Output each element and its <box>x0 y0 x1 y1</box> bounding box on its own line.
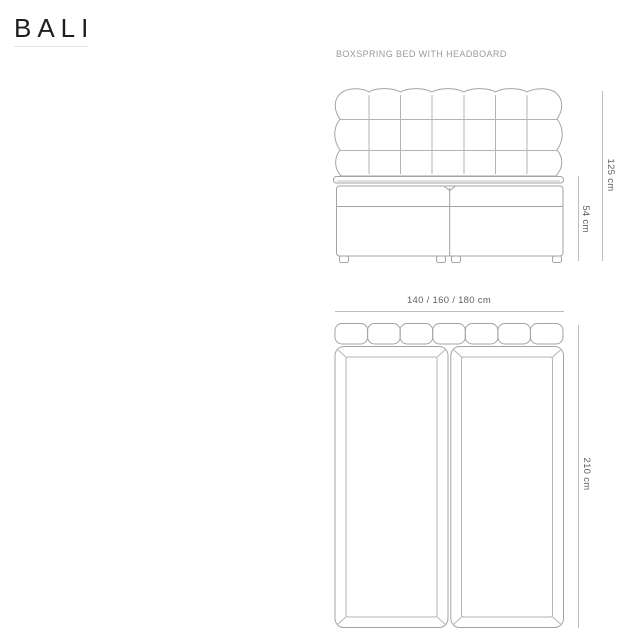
headboard-top-segments <box>335 324 563 345</box>
bed-half-right-outline <box>451 347 564 628</box>
front-view-drawing <box>334 89 603 263</box>
bed-feet <box>340 256 562 263</box>
dimension-label-length: 210 cm <box>581 457 592 491</box>
diagram-subtitle: BOXSPRING BED WITH HEADBOARD <box>336 49 507 59</box>
mattress-surfaces <box>338 350 561 624</box>
dimension-label-total-height: 125 cm <box>605 158 616 192</box>
bed-half-left-outline <box>335 347 448 628</box>
headboard-tufting-grid <box>339 95 558 174</box>
top-view-drawing <box>335 312 579 629</box>
dimension-label-width: 140 / 160 / 180 cm <box>406 295 492 306</box>
dimension-label-base-height: 54 cm <box>580 205 591 233</box>
headboard-rail <box>334 177 564 184</box>
page-title: BALI <box>14 13 95 43</box>
